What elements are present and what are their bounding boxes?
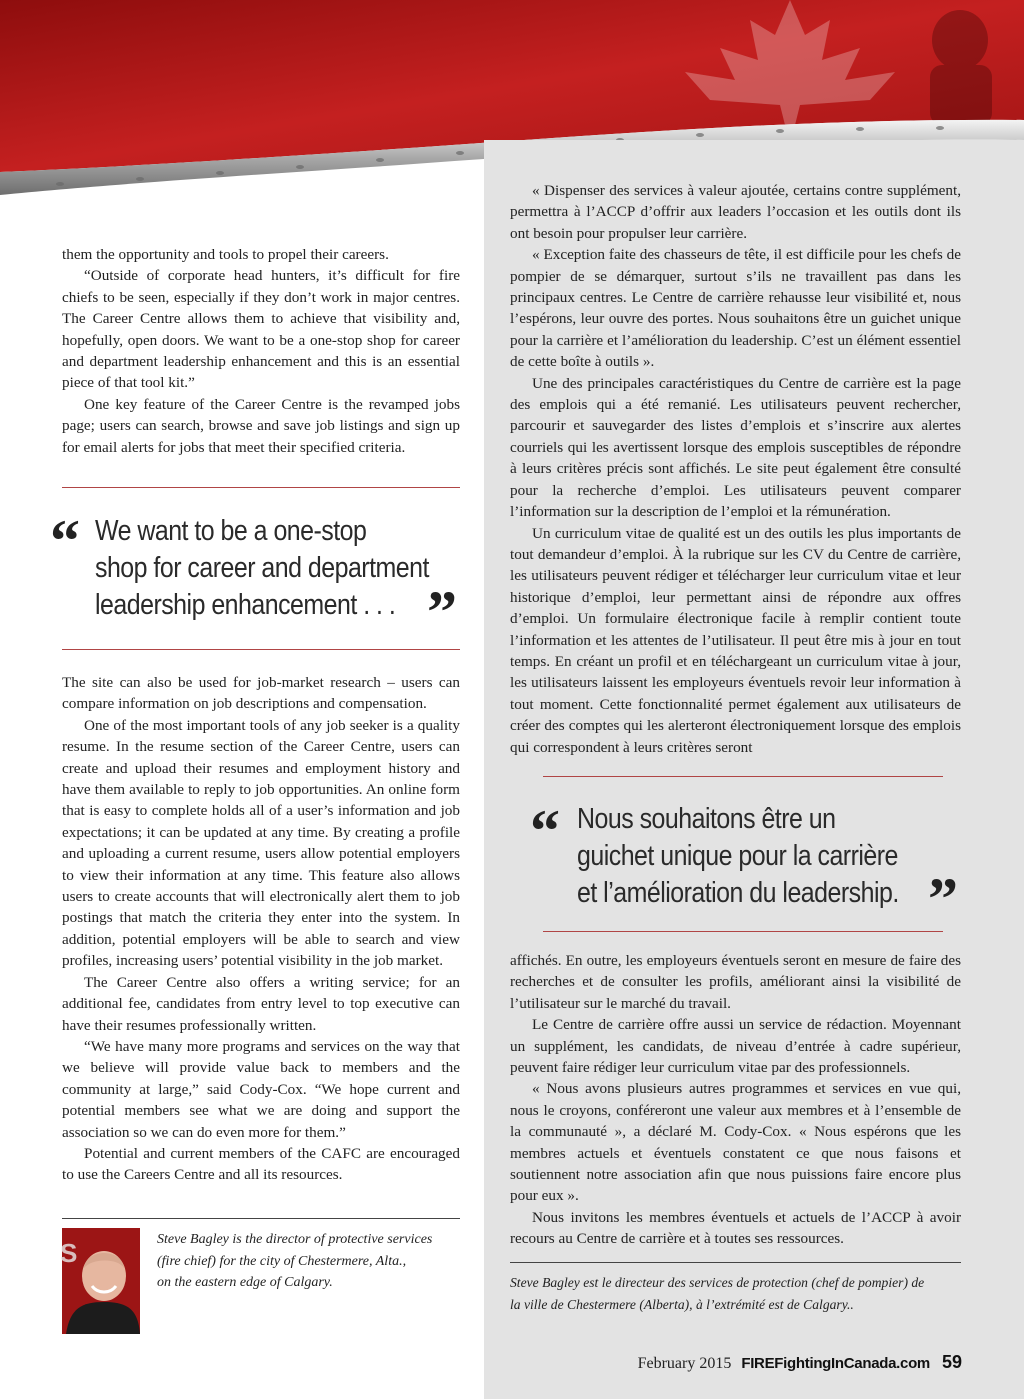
body-paragraph: Nous invitons les membres éventuels et actuels de l’ACCP à avoir recours au Centre de carrière et à toutes ses ressources.: [510, 1208, 961, 1248]
body-paragraph: « Exception faite des chasseurs de tête, il est difficile pour les chefs de pompier de se démarquer, surtout s’ils ne travaillent pas dans les principaux centres. Le Centre de carrière rehausse leur visibilité et, nous l’espérons, leur ouvre des portes. Nous souhaitons être un guichet unique pour la carrière et l’amélioration du leadership. C’est un élément essentiel de cette boîte à outils ».: [510, 246, 961, 371]
bio-rule: [62, 1218, 460, 1219]
svg-text:S: S: [60, 1238, 78, 1268]
bio-line: Steve Bagley est le directeur des services de protection (chef de pompier) de: [510, 1275, 925, 1290]
english-bio: [157, 1229, 460, 1294]
website-link[interactable]: FIREFightingInCanada.com: [741, 1355, 930, 1372]
body-paragraph: The site can also be used for job-market research – users can compare information on job descriptions and compensation.: [62, 674, 460, 713]
firefighter-silhouette-icon: [930, 10, 992, 125]
english-column: [62, 244, 460, 458]
body-paragraph: them the opportunity and tools to propel their careers.: [62, 246, 389, 263]
pull-quote-line: guichet unique pour la carrière: [577, 840, 898, 872]
body-paragraph: Une des principales caractéristiques du Centre de carrière est la page des emplois qui a été remanié. Les utilisateurs peuvent rechercher, parcourir et sauvegarder des listes d’emplois et s’inscrire aux alertes courriels qui les avertissent lorsque des emplois susceptibles de répondre à leurs critères précis sont affichés. Le site peut également être consulté pour la recherche d’emploi. Les utilisateurs peuvent comparer l’information sur la description de l’emploi et la rémunération.: [510, 374, 961, 521]
body-paragraph: « Nous avons plusieurs autres programmes et services en vue qui, nous le croyons, conféreront une valeur aux membres et à l’ensemble de la communauté », a déclaré M. Cody-Cox. « Nous espérons que les membres actuels et éventuels constatent ce que nous faisons et soutiennent notre association afin que nous puissions faire encore plus pour eux ».: [510, 1080, 961, 1205]
pull-quote-line: et l’amélioration du leadership.: [577, 877, 899, 909]
pull-quote-french: [530, 795, 960, 932]
french-column: [510, 180, 961, 758]
pull-quote-top-rule: [62, 487, 460, 488]
english-column-continued: [62, 672, 460, 1186]
body-paragraph: One of the most important tools of any job seeker is a quality resume. In the resume section of the Career Centre, users can create and upload their resumes and employment history and have them available to reply to job opportunities. An online form that is easy to complete holds all of a user’s information and job expectations; it can be updated at any time. By creating a profile and uploading a current resume, users allow potential employers to view their information at any time. This feature also allows users to create accounts that will electronically alert them to job postings that match the criteria they enter into the system. In addition, potential employers will be able to search and view profiles, increasing users’ potential visibility in the job market.: [62, 716, 460, 970]
open-quote-mark: “: [50, 508, 80, 574]
bio-rule: [510, 1262, 961, 1263]
bio-line: Steve Bagley is the director of protective services: [157, 1232, 433, 1247]
body-paragraph: affichés. En outre, les employeurs éventuels seront en mesure de faire des recherches et de consulter les profils, améliorant ainsi la visibilité de l’utilisateur sur le marché du travail.: [510, 952, 961, 1012]
body-paragraph: Un curriculum vitae de qualité est un des outils les plus importants de tout demandeur d’emploi. À la rubrique sur les CV du Centre de carrière, les utilisateurs peuvent rédiger et télécharger leur curriculum vitae et leur historique d’emploi, leur permettant ainsi de répondre aux offres d’emploi. Un formulaire électronique facile à remplir contient toute l’information et les attentes de l’utilisateur. Il peut être mis à jour en tout temps. En créant un profil et en téléchargeant un curriculum vitae à jour, les utilisateurs laissent les employeurs éventuels revoir leur information à tout moment. Cette fonctionnalité permet également aux utilisateurs de créer des comptes qui les alerteront électroniquement lorsque des emplois qui correspondent à leurs critères seront: [510, 524, 961, 756]
body-paragraph: The Career Centre also offers a writing service; for an additional fee, candidates from entry level to top executive can have their resumes professionally written.: [62, 973, 460, 1034]
issue-date: February 2015: [637, 1355, 732, 1372]
pull-quote-top-rule: [543, 776, 943, 777]
pull-quote-line: We want to be a one-stop: [95, 515, 367, 547]
body-paragraph: Potential and current members of the CAFC are encouraged to use the Careers Centre and all its resources.: [62, 1144, 460, 1184]
pull-quote-line: shop for career and department: [95, 552, 429, 584]
page-footer: [0, 1352, 962, 1373]
bio-line: on the eastern edge of Calgary.: [157, 1275, 333, 1290]
pull-quote-english: [50, 505, 460, 645]
close-quote-mark: ”: [427, 579, 457, 645]
pull-quote-bottom-rule: [543, 931, 943, 932]
body-paragraph: “Outside of corporate head hunters, it’s difficult for fire chiefs to be seen, especially if they don’t work in major centres. The Career Centre allows them to achieve that visibility and, hopefully, open doors. We want to be a one-stop shop for career and department leadership enhancement and this is an essential piece of that tool kit.”: [62, 267, 460, 392]
french-bio: [510, 1272, 970, 1315]
open-quote-mark: “: [530, 798, 560, 864]
pull-quote-line: Nous souhaitons être un: [577, 803, 836, 835]
page-number: 59: [941, 1352, 962, 1372]
bio-line: (fire chief) for the city of Chestermere, Alta.,: [157, 1253, 407, 1269]
pull-quote-bottom-rule: [62, 649, 460, 650]
bio-line: la ville de Chestermere (Alberta), à l’extrémité est de Calgary..: [510, 1296, 854, 1312]
body-paragraph: Le Centre de carrière offre aussi un service de rédaction. Moyennant un supplément, les candidats, de niveau d’entrée à cadre supérieur, peuvent faire rédiger leur curriculum vitae par des professionnels.: [510, 1016, 961, 1077]
pull-quote-line: leadership enhancement . . .: [95, 589, 396, 621]
body-paragraph: “We have many more programs and services on the way that we believe will provide value back to members and the community at large,” said Cody-Cox. “We hope current and potential members see what we are doing and support the association so we can do even more for them.”: [62, 1037, 460, 1141]
body-paragraph: One key feature of the Career Centre is the revamped jobs page; users can search, browse and save job listings and sign up for email alerts for jobs that meet their specified criteria.: [62, 395, 460, 456]
close-quote-mark: ”: [928, 866, 958, 932]
body-paragraph: « Dispenser des services à valeur ajoutée, certains contre supplément, permettra à l’ACCP d’offrir aux leaders l’occasion et les outils dont ils ont besoin pour propulser leur carrière.: [510, 182, 961, 242]
author-photo: [62, 1228, 140, 1334]
french-column-continued: [510, 950, 961, 1250]
